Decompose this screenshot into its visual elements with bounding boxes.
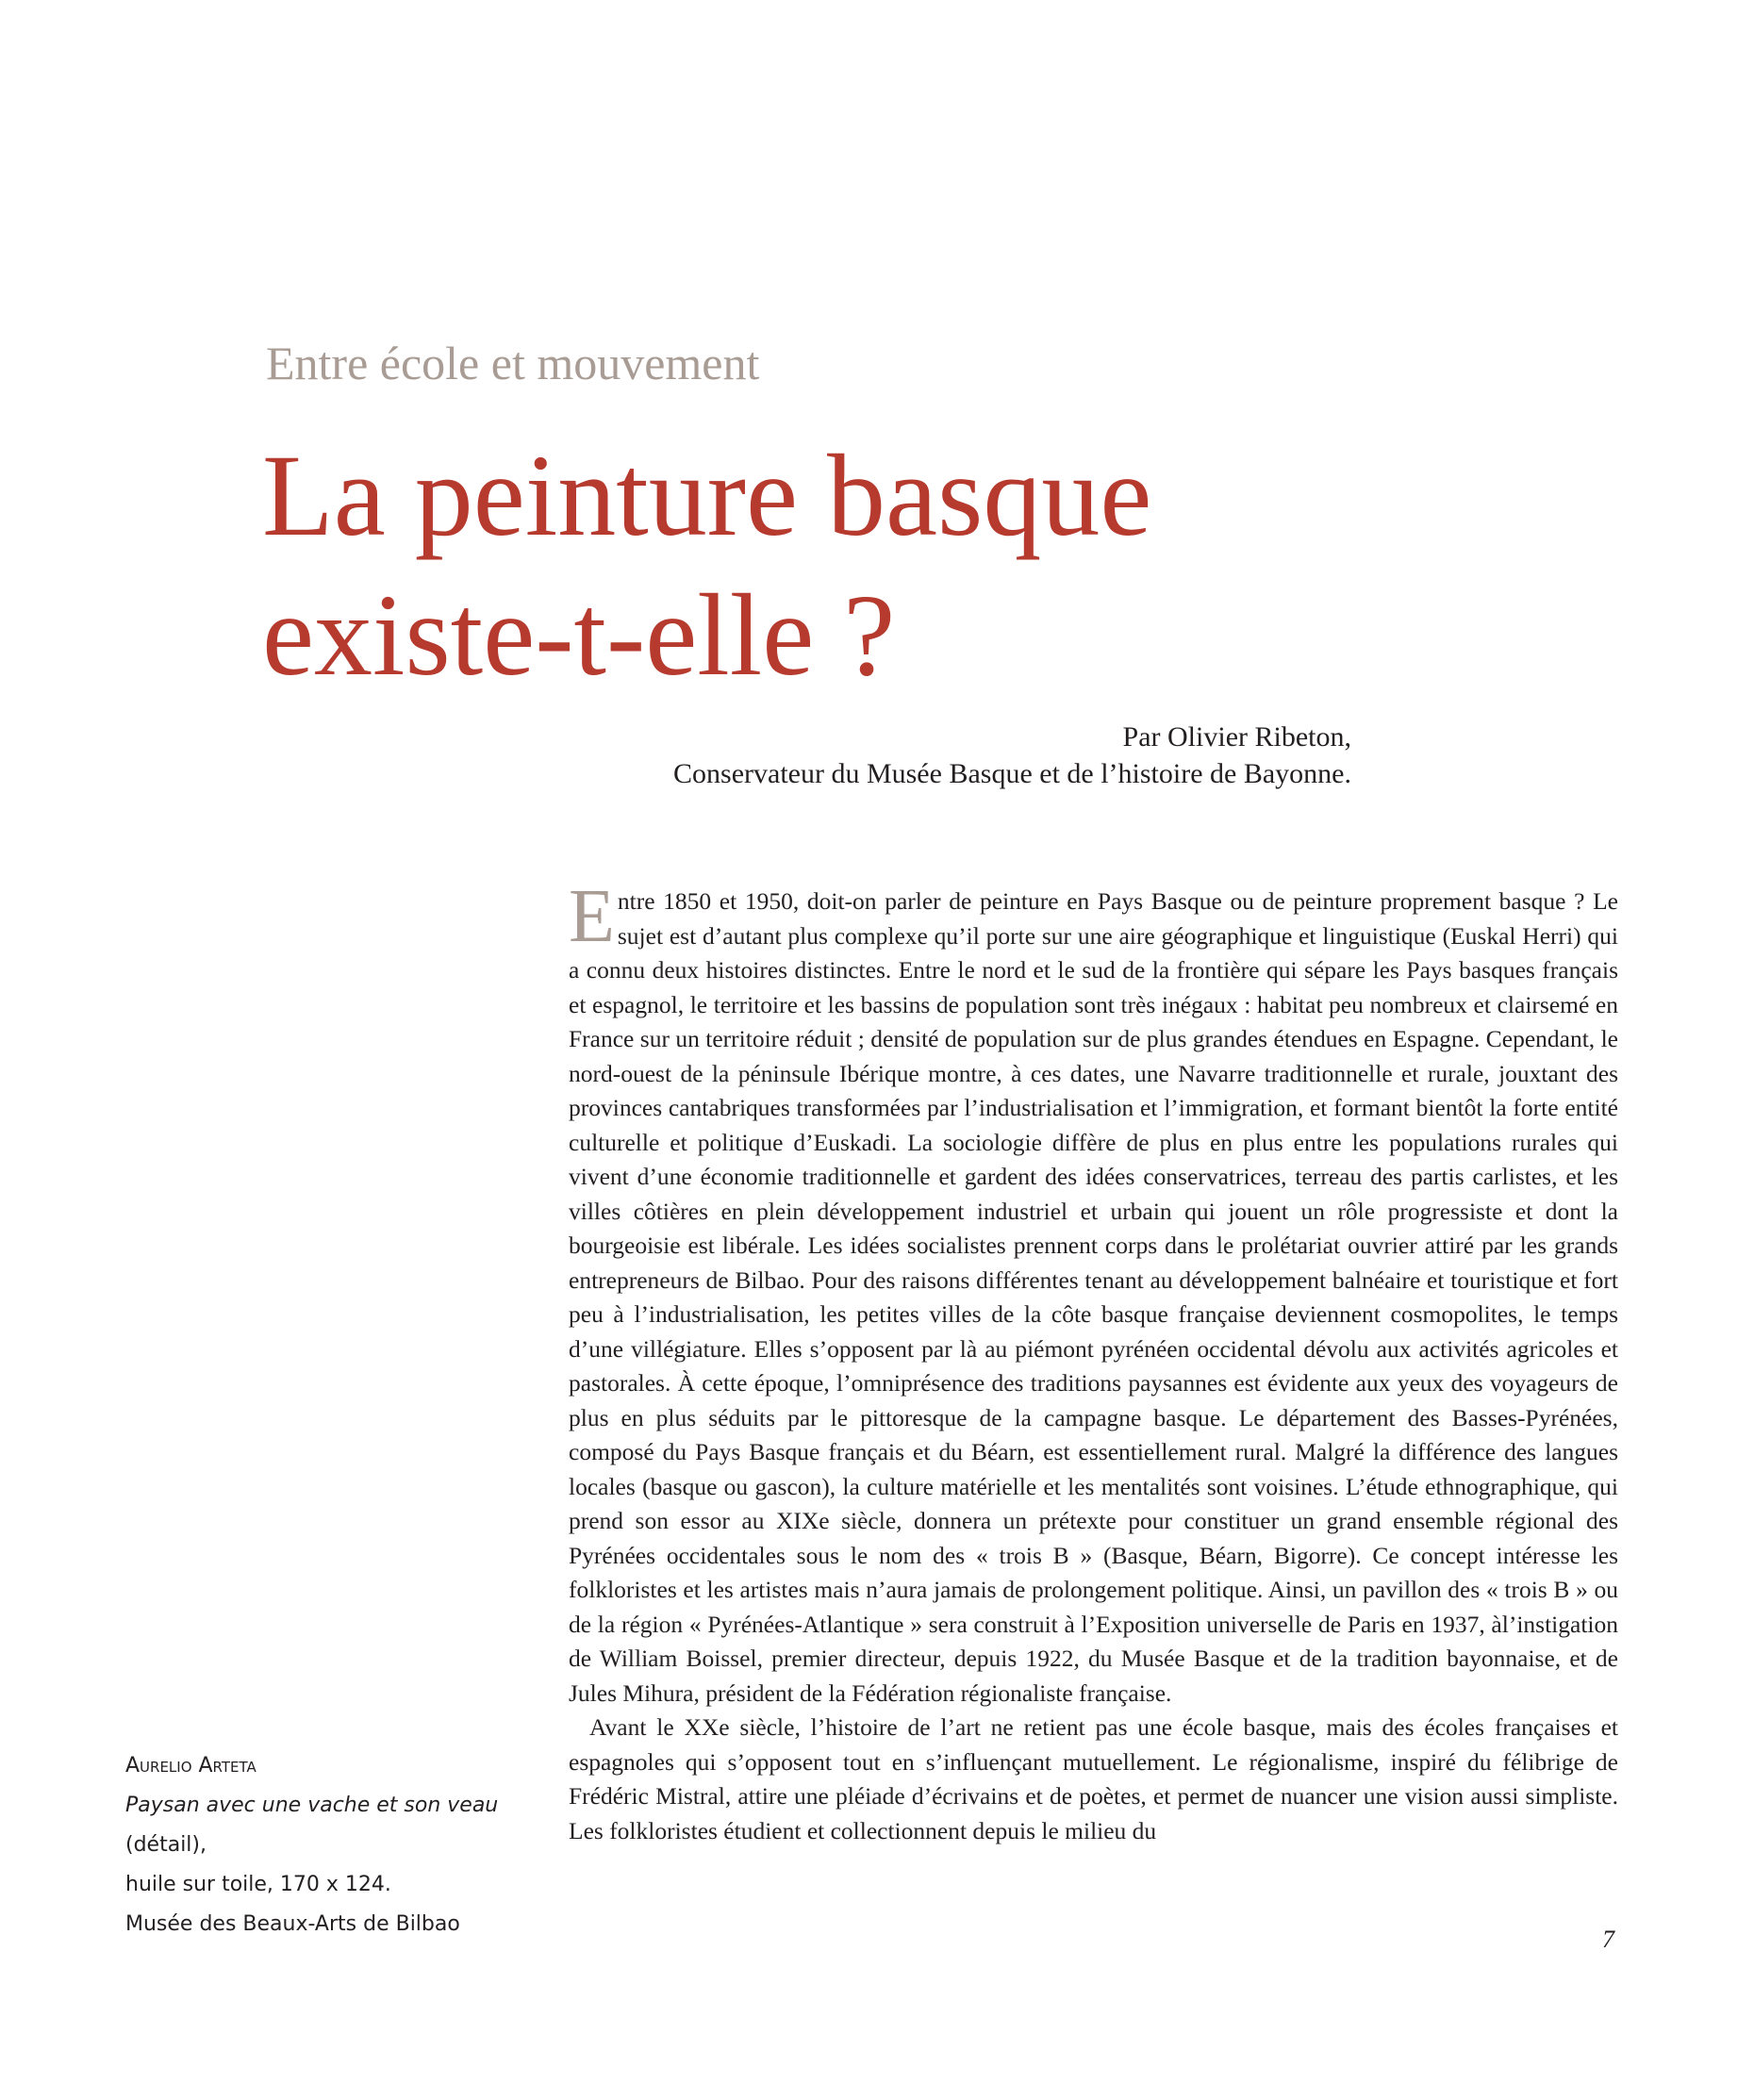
page-title: [262, 426, 1151, 705]
article-paragraph-1: Entre 1850 et 1950, doit-on parler de peinture en Pays Basque ou de peinture proprement basque ? Le sujet est d’autant plus complexe qu’il porte sur une aire géographique et linguistique (Euskal Herri) qui a connu deux histoires distinctes. Entre le nord et le sud de la frontière qui sépare les Pays basques français et espagnol, le territoire et les bassins de population sont très inégaux : habitat peu nombreux et clairsemé en France sur un territoire réduit ; densité de population sur de plus grandes étendues en Espagne. Cependant, le nord-ouest de la péninsule Ibérique montre, à ces dates, une Navarre traditionnelle et rurale, jouxtant des provinces cantabriques transformées par l’industrialisation et l’immigration, et formant bientôt la forte entité culturelle et politique d’Euskadi. La sociologie diffère de plus en plus entre les populations rurales qui vivent d’une économie traditionnelle et gardent des idées conservatrices, terreau des partis carlistes, et les villes côtières en plein développement industriel et urbain qui jouent un rôle progressiste et dont la bourgeoisie est libérale. Les idées socialistes prennent corps dans le prolétariat ouvrier attiré par les grands entrepreneurs de Bilbao. Pour des raisons différentes tenant au développement balnéaire et touristique et fort peu à l’industrialisation, les petites villes de la côte basque française deviennent cosmopolites, le temps d’une villégiature. Elles s’opposent par là au piémont pyrénéen occidental dévolu aux activités agricoles et pastorales. À cette époque, l’omniprésence des traditions paysannes est évidente aux yeux des voyageurs de plus en plus séduits par le pittoresque de la campagne basque. Le département des Basses-Pyrénées, composé du Pays Basque français et du Béarn, est essentiellement rural. Malgré la différence des langues locales (basque ou gascon), la culture matérielle et les mentalités sont voisines. L’étude ethnographique, qui prend son essor au XIXe siècle, donnera un prétexte pour constituer un grand ensemble régional des Pyrénées occidentales sous le nom des « trois B » (Basque, Béarn, Bigorre). Ce concept intéresse les folkloristes et les artistes mais n’aura jamais de prolongement politique. Ainsi, un pavillon des « trois B » ou de la région « Pyrénées-Atlantique » sera construit à l’Exposition universelle de Paris en 1937, àl’instigation de William Boissel, premier directeur, depuis 1922, du Musée Basque et de la tradition bayonnaise, et de Jules Mihura, président de la Fédération régionaliste française.: [569, 875, 1618, 1707]
image-caption: [125, 1746, 498, 1944]
caption-artist: Aurelio Arteta: [125, 1754, 256, 1778]
article-paragraph-2: Avant le XXe siècle, l’histoire de l’art ne retient pas une école basque, mais des écoles françaises et espagnoles qui s’opposent tout en s’influençant mutuellement. Le régionalisme, inspiré du félibrige de Frédéric Mistral, attire une pléiade d’écrivains et de poètes, et permet de nuancer une vision aussi simpliste. Les folkloristes étudient et collectionnent depuis le milieu du: [569, 1713, 1618, 1844]
article-body: [569, 875, 1618, 1848]
title-line-2: existe-t-elle ?: [262, 570, 896, 700]
section-kicker: Entre école et mouvement: [266, 337, 760, 389]
caption-location: Musée des Beaux-Arts de Bilbao: [125, 1912, 460, 1936]
byline-role: Conservateur du Musée Basque et de l’histoire de Bayonne.: [673, 758, 1351, 789]
title-line-1: La peinture basque: [262, 431, 1152, 560]
byline: [673, 719, 1351, 792]
caption-medium: huile sur toile, 170 x 124.: [125, 1873, 391, 1896]
caption-detail: (détail),: [125, 1833, 207, 1857]
caption-work-title: Paysan avec une vache et son veau: [125, 1794, 499, 1817]
byline-author: Par Olivier Ribeton,: [1122, 721, 1351, 752]
page-number: 7: [1602, 1926, 1614, 1953]
